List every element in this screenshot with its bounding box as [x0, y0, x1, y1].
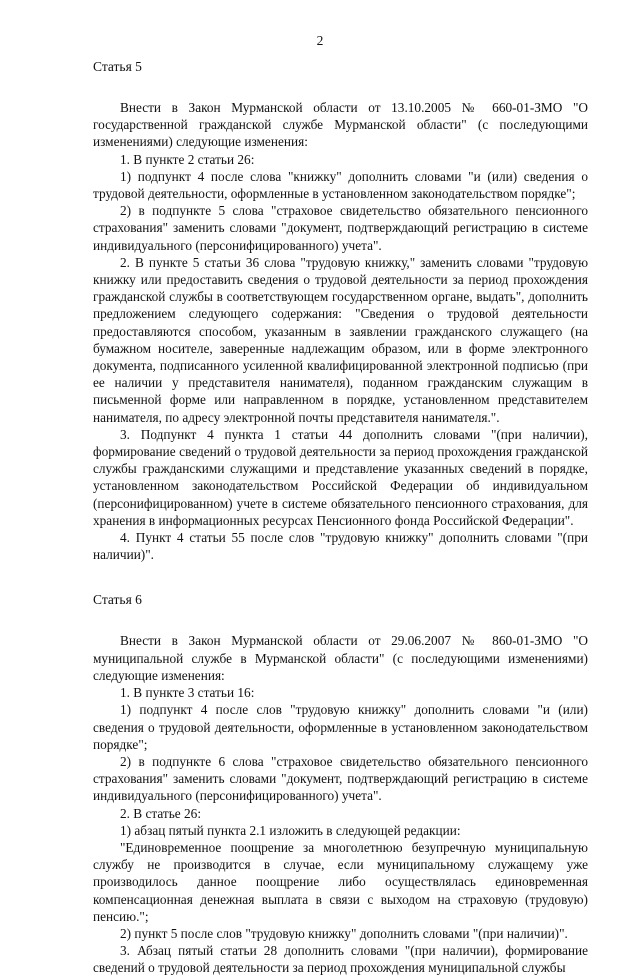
paragraph: Внести в Закон Мурманской области от 29.06.2007 № 860-01-ЗМО "О муниципальной службе в Мурманской области" (с последующими изменениями) следующие изменения: [93, 633, 588, 683]
article-6 [93, 591, 588, 976]
paragraph: "Единовременное поощрение за многолетнюю безупречную муниципальную службу не производится в случае, если муниципальному служащему уже производилось данное поощрение либо осуществлялась единовременная компенсационная денежная выплата в связи с выходом на страховую (трудовую) пенсию."; [93, 839, 588, 924]
paragraph: 1. В пункте 3 статьи 16: [120, 685, 255, 701]
paragraph: 2) в подпункте 5 слова "страховое свидетельство обязательного пенсионного страхования" заменить словами "документ, подтверждающий регистрацию в системе индивидуального (персонифицированного) учета". [93, 203, 588, 253]
paragraph: 1) подпункт 4 после слов "трудовую книжку" дополнить словами "и (или) сведения о трудовой деятельности, оформленные в установленном законодательством порядке"; [93, 702, 588, 752]
page-number: 2 [316, 33, 324, 48]
article-6-title: Статья 6 [93, 592, 142, 608]
paragraph: 1. В пункте 2 статьи 26: [120, 151, 255, 167]
article-5-title: Статья 5 [93, 59, 142, 74]
paragraph: Внести в Закон Мурманской области от 13.10.2005 № 660-01-ЗМО "О государственной гражданской службе Мурманской области" (с последующими изменениями) следующие изменения: [93, 100, 588, 150]
paragraph: 3. Подпункт 4 пункта 1 статьи 44 дополнить словами "(при наличии), формирование сведений о трудовой деятельности за период прохождения гражданской службы гражданскими служащими и представление указанных сведений в порядке, установленном законодательством Российской Федерации об индивидуальном (персонифицированном) учете в системе обязательного пенсионного страхования, для хранения в информационных ресурсах Пенсионного фонда Российской Федерации". [93, 426, 588, 528]
paragraph: 2) пункт 5 после слов "трудовую книжку" дополнить словами "(при наличии)". [120, 925, 568, 941]
paragraph: 1) подпункт 4 после слова "книжку" дополнить словами "и (или) сведения о трудовой деятельности, оформленные в установленном законодательством порядке"; [93, 168, 588, 202]
document-body [93, 58, 588, 977]
paragraph: 1) абзац пятый пункта 2.1 изложить в следующей редакции: [120, 822, 461, 838]
article-5 [93, 58, 588, 563]
paragraph: 2. В статье 26: [120, 805, 202, 821]
paragraph: 2) в подпункте 6 слова "страховое свидетельство обязательного пенсионного страхования" заменить словами "документ, подтверждающий регистрацию в системе индивидуального (персонифицированного) учета". [93, 753, 588, 804]
paragraph: 2. В пункте 5 статьи 36 слова "трудовую книжку," заменить словами "трудовую книжку или предоставить сведения о трудовой деятельности за период прохождения гражданской службы в соответствующем государственном органе, выдать", дополнить предложением следующего содержания: "Сведения о трудовой деятельности предоставляются способом, указанным в заявлении гражданского служащего (на бумажном носителе, заверенные надлежащим образом, или в форме электронного документа, подписанного усиленной квалифицированной электронной подписью (при ее наличии у представителя нанимателя), поданном гражданским служащим в письменной форме или направленном в порядке, установленном представителем нанимателя, по адресу электронной почты представителя нанимателя.". [93, 254, 588, 425]
paragraph: 3. Абзац пятый статьи 28 дополнить словами "(при наличии), формирование сведений о трудовой деятельности за период прохождения муниципальной службы [93, 943, 588, 976]
paragraph: 4. Пункт 4 статьи 55 после слов "трудовую книжку" дополнить словами "(при наличии)". [93, 530, 588, 563]
